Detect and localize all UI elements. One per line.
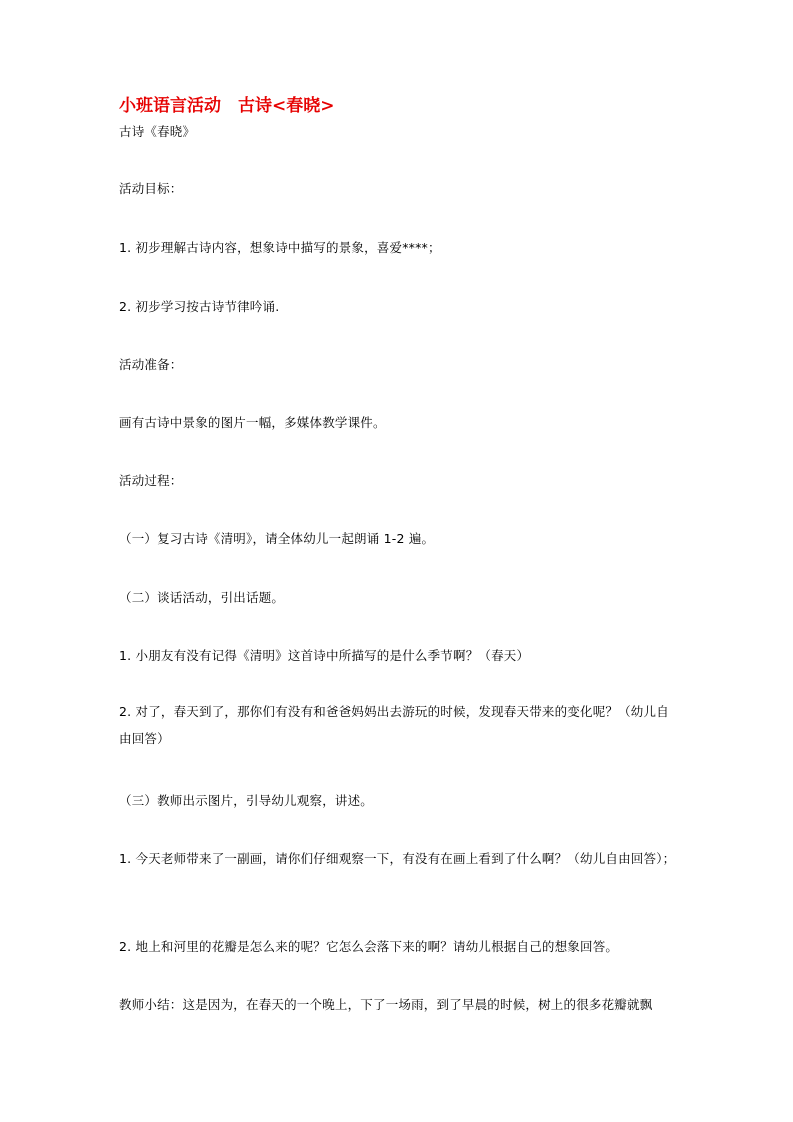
prep-heading: 活动准备： — [119, 357, 183, 372]
prep-text: 画有古诗中景象的图片一幅，多媒体教学课件。 — [119, 415, 386, 430]
goal-item-1: 1. 初步理解古诗内容，想象诗中描写的景象，喜爱****； — [119, 240, 441, 255]
process-step-2: （二）谈话活动，引出话题。 — [119, 590, 285, 605]
process-heading: 活动过程： — [119, 473, 183, 488]
question-3: 1. 今天老师带来了一副画，请你们仔细观察一下，有没有在画上看到了什么啊？（幼儿自由回答）； — [119, 851, 676, 866]
question-2: 2. 对了，春天到了，那你们有没有和爸爸妈妈出去游玩的时候，发现春天带来的变化呢？（幼儿自由回答） — [119, 704, 669, 746]
teacher-summary: 教师小结：这是因为，在春天的一个晚上，下了一场雨，到了早晨的时候，树上的很多花瓣就飘 — [119, 997, 653, 1012]
question-1: 1. 小朋友有没有记得《清明》这首诗中所描写的是什么季节啊？（春天） — [119, 648, 530, 663]
goal-heading: 活动目标： — [119, 181, 183, 196]
process-step-3: （三）教师出示图片，引导幼儿观察，讲述。 — [119, 793, 374, 808]
question-4: 2. 地上和河里的花瓣是怎么来的呢？它怎么会落下来的啊？请幼儿根据自己的想象回答。 — [119, 939, 619, 954]
document-title: 小班语言活动 古诗<春晓> — [119, 96, 335, 116]
process-step-1: （一）复习古诗《清明》，请全体幼儿一起朗诵 1-2 遍。 — [119, 531, 435, 546]
document-subtitle: 古诗《春晓》 — [119, 124, 196, 139]
goal-item-2: 2. 初步学习按古诗节律吟诵. — [119, 299, 280, 314]
